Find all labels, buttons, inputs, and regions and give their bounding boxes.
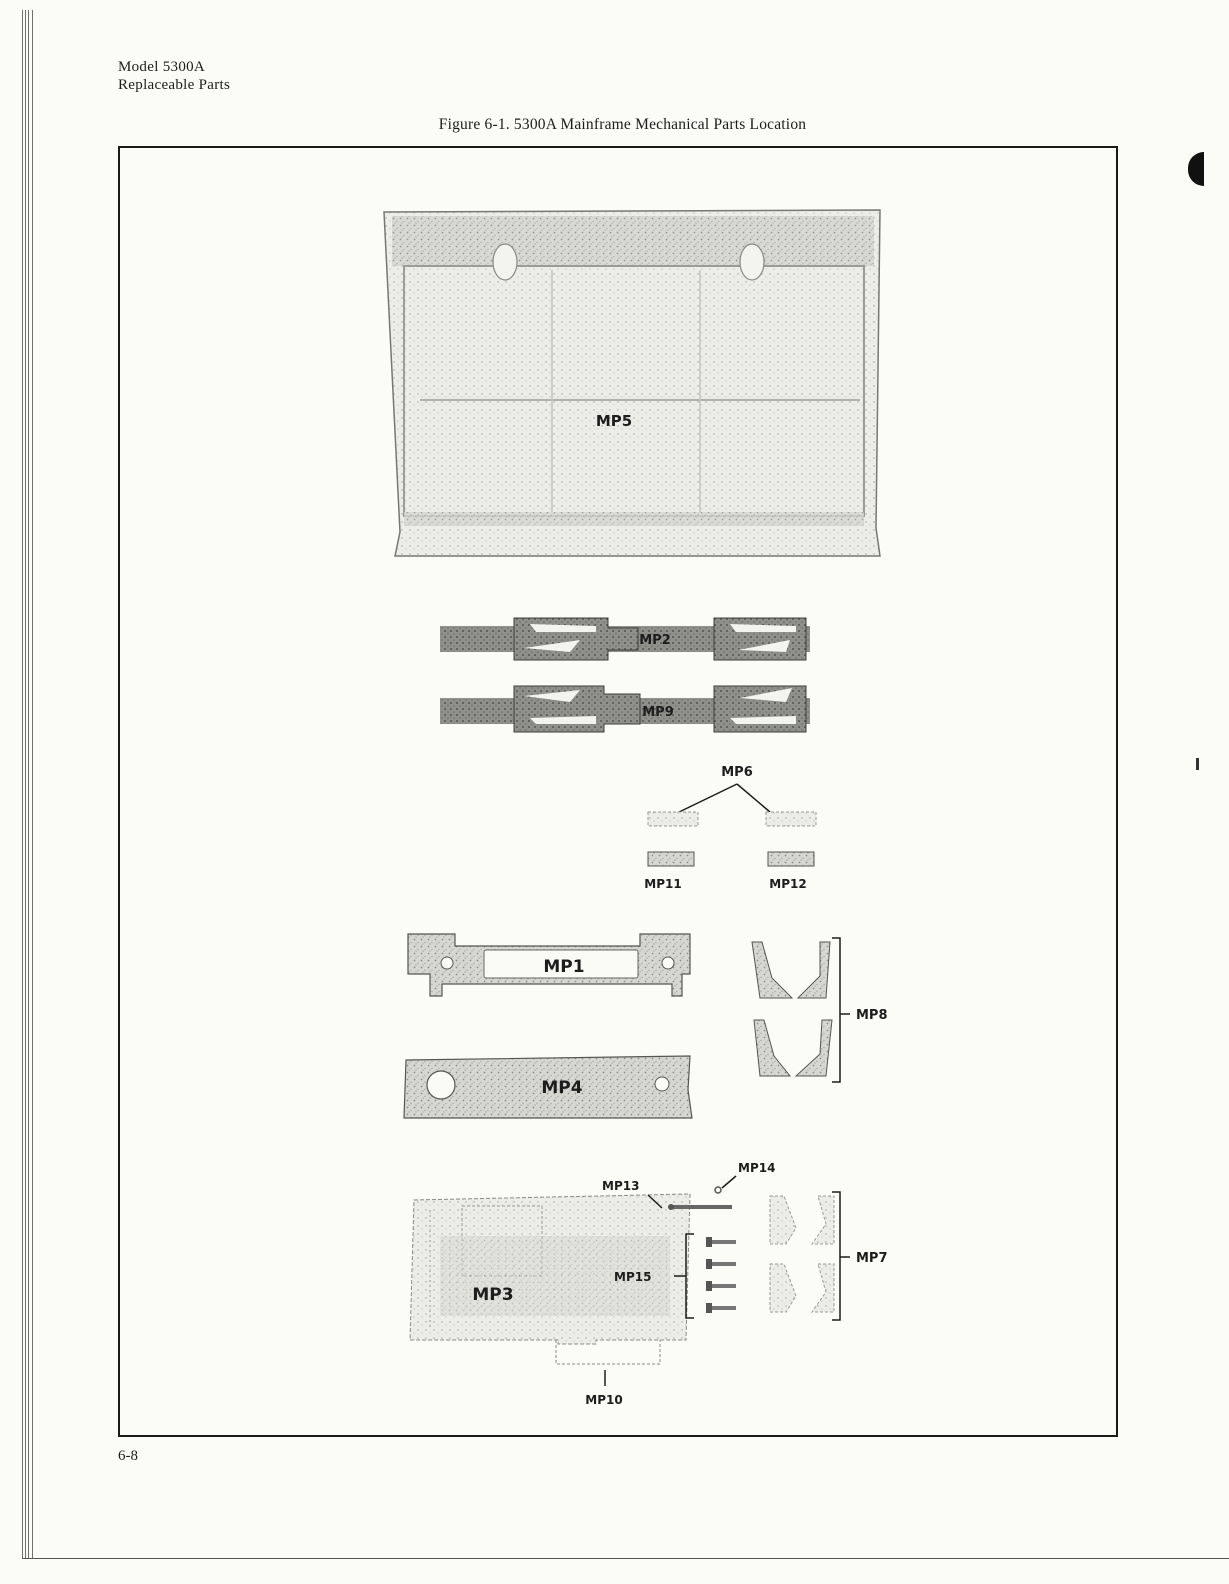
mp8-bracket-line xyxy=(832,938,850,1082)
label-mp14: MP14 xyxy=(738,1161,776,1175)
label-mp15: MP15 xyxy=(614,1270,652,1284)
mp5-cover-part xyxy=(384,210,880,556)
label-mp2: MP2 xyxy=(639,633,671,648)
mp14-pin-part xyxy=(715,1187,721,1193)
label-mp6: MP6 xyxy=(721,765,753,780)
mp11-pad-part xyxy=(648,852,694,866)
label-mp5: MP5 xyxy=(595,412,633,430)
label-mp10: MP10 xyxy=(585,1393,623,1407)
mp7-bracket-line xyxy=(832,1192,850,1320)
model-title: Model 5300A xyxy=(118,59,206,75)
label-mp4: MP4 xyxy=(541,1078,583,1098)
label-mp3: MP3 xyxy=(472,1285,514,1305)
mp15-screws-part xyxy=(706,1237,736,1313)
mp8-feet-part xyxy=(752,942,832,1076)
figure-title-text: Figure 6-1. 5300A Mainframe Mechanical Parts Location xyxy=(438,116,807,133)
page-number: 6-8 xyxy=(118,1448,138,1464)
label-mp8: MP8 xyxy=(856,1008,888,1023)
section-title: Replaceable Parts xyxy=(118,77,231,93)
mp7-feet-part xyxy=(770,1196,834,1312)
mp6-clip-part xyxy=(648,812,816,826)
mp3-board-part xyxy=(410,1194,690,1344)
label-mp1: MP1 xyxy=(543,957,585,977)
mp9-rail-part xyxy=(440,686,810,732)
mp2-rail-part xyxy=(440,618,810,660)
label-mp13: MP13 xyxy=(602,1179,640,1193)
label-mp9: MP9 xyxy=(642,705,674,720)
mp12-pad-part xyxy=(768,852,814,866)
label-mp12: MP12 xyxy=(769,877,807,891)
label-mp11: MP11 xyxy=(644,877,682,891)
mp14-leader-line xyxy=(722,1176,736,1188)
mp6-leader-lines xyxy=(675,784,770,814)
label-mp7: MP7 xyxy=(856,1251,888,1266)
